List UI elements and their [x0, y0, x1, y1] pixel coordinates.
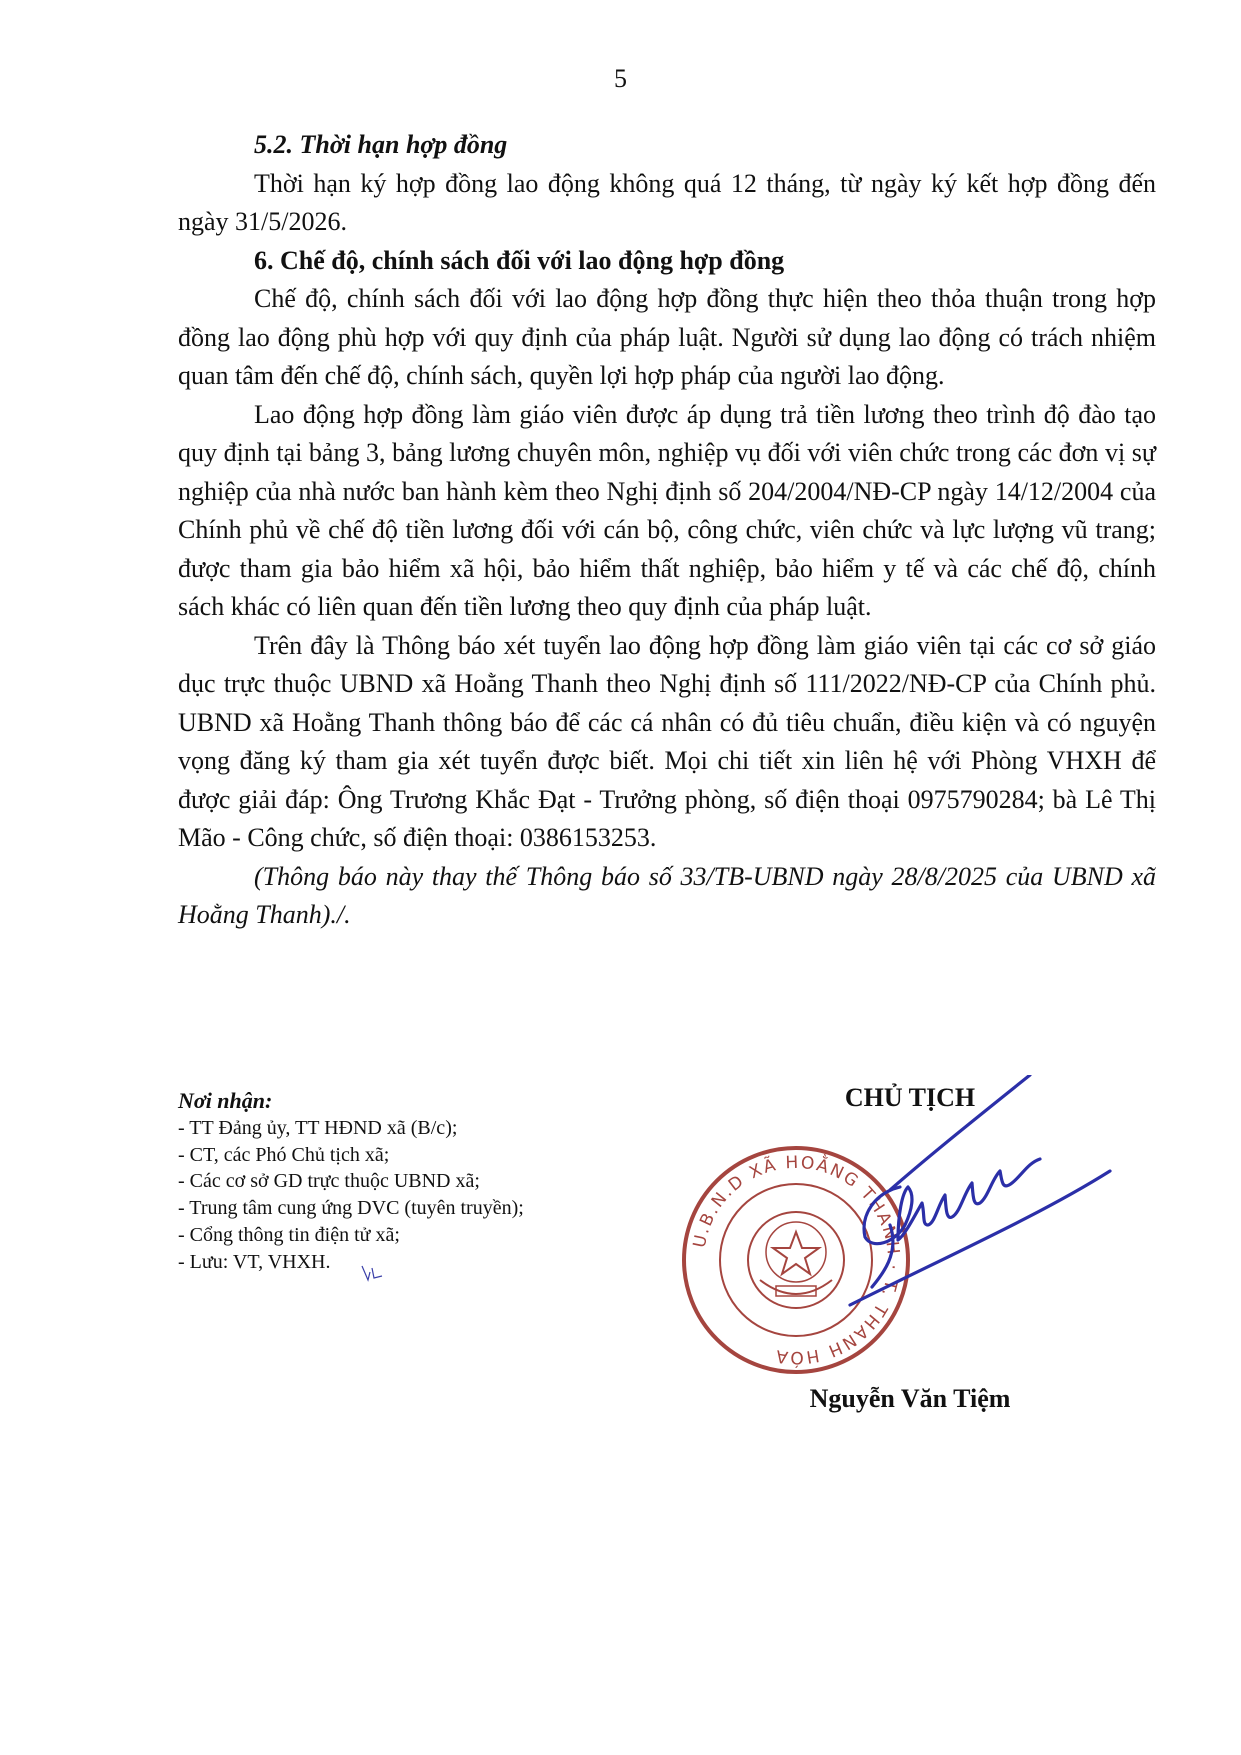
section-6-paragraph-1: Chế độ, chính sách đối với lao động hợp đồng thực hiện theo thỏa thuận trong hợp đồng lao động phù hợp với quy định của pháp luật. Người sử dụng lao động có trách nhiệm quan tâm đến chế độ, chính sách, quyền lợi hợp pháp của người lao động. — [178, 284, 1156, 390]
initials-mark — [360, 1262, 384, 1284]
recipient-item: - CT, các Phó Chủ tịch xã; — [178, 1143, 390, 1166]
recipient-item: - TT Đảng ủy, TT HĐND xã (B/c); — [178, 1116, 458, 1139]
recipient-item: - Các cơ sở GD trực thuộc UBND xã; — [178, 1170, 480, 1193]
recipients-list — [178, 1115, 698, 1276]
document-body — [178, 126, 1156, 935]
recipients-block — [178, 1088, 698, 1276]
recipient-item: - Cổng thông tin điện tử xã; — [178, 1223, 400, 1246]
signer-title: CHỦ TỊCH — [844, 1083, 976, 1112]
section-5-2-heading: 5.2. Thời hạn hợp đồng — [254, 130, 508, 159]
replacement-note: (Thông báo này thay thế Thông báo số 33/TB-UBND ngày 28/8/2025 của UBND xã Hoằng Thanh)./. — [178, 861, 1156, 929]
page-number: 5 — [614, 64, 627, 93]
section-6-heading: 6. Chế độ, chính sách đối với lao động hợp đồng — [254, 245, 785, 275]
closing-paragraph: Trên đây là Thông báo xét tuyển lao động hợp đồng làm giáo viên tại các cơ sở giáo dục trực thuộc UBND xã Hoằng Thanh theo Nghị định số 111/2022/NĐ-CP của Chính phủ. UBND xã Hoằng Thanh thông báo để các cá nhân có đủ tiêu chuẩn, điều kiện và có nguyện vọng đăng ký tham gia xét tuyển được biết. Mọi chi tiết xin liên hệ với Phòng VHXH để được giải đáp: Ông Trương Khắc Đạt - Trưởng phòng, số điện thoại 0975790284; bà Lê Thị Mão - Công chức, số điện thoại: 0386153253. — [178, 630, 1156, 852]
recipient-item: - Lưu: VT, VHXH. — [178, 1250, 331, 1273]
stamp-text: U.B.N.D XÃ HOẰNG THANH · T. THANH HÓA — [689, 1152, 904, 1368]
section-6-paragraph-2: Lao động hợp đồng làm giáo viên được áp dụng trả tiền lương theo trình độ đào tạo quy định tại bảng 3, bảng lương chuyên môn, nghiệp vụ đối với viên chức trong các đơn vị sự nghiệp của nhà nước ban hành kèm theo Nghị định số 204/2004/NĐ-CP ngày 14/12/2004 của Chính phủ về chế độ tiền lương đối với cán bộ, công chức, viên chức và lực lượng vũ trang; được tham gia bảo hiểm xã hội, bảo hiểm thất nghiệp, bảo hiểm y tế và các chế độ, chính sách khác có liên quan đến tiền lương theo quy định của pháp luật. — [178, 399, 1156, 621]
signer-name: Nguyễn Văn Tiệm — [809, 1384, 1011, 1413]
handwritten-signature — [780, 1075, 1120, 1315]
recipient-item: - Trung tâm cung ứng DVC (tuyên truyền); — [178, 1197, 524, 1220]
recipients-title: Nơi nhận: — [178, 1088, 273, 1113]
section-5-2-text: Thời hạn ký hợp đồng lao động không quá 12 tháng, từ ngày ký kết hợp đồng đến ngày 31/5/2026. — [178, 168, 1156, 236]
